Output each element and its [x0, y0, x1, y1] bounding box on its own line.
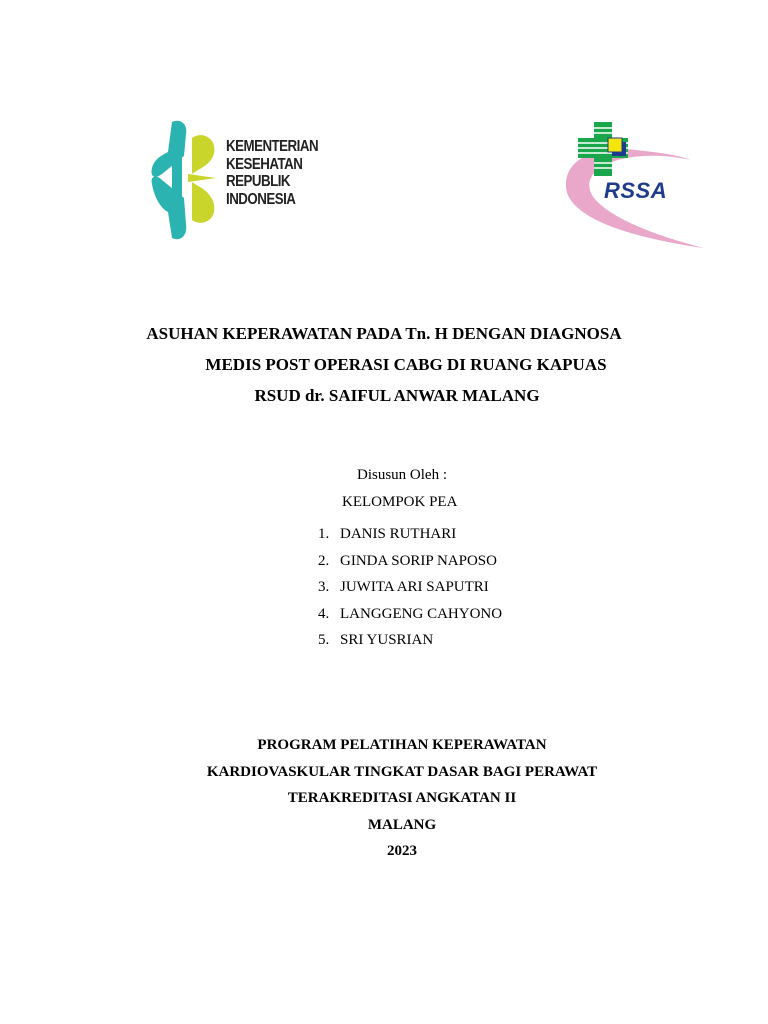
kemenkes-line-2: KESEHATAN	[226, 155, 303, 173]
title-line-1: ASUHAN KEPERAWATAN PADA Tn. H DENGAN DIAGNOSA	[146, 324, 622, 343]
program-footer	[0, 732, 768, 865]
footer-line-1: PROGRAM PELATIHAN KEPERAWATAN	[257, 737, 547, 753]
author-number: 2.	[318, 552, 330, 569]
kemenkes-logo	[150, 118, 320, 244]
author-number: 4.	[318, 605, 330, 622]
rssa-wordmark: RSSA	[604, 178, 668, 203]
author-number: 1.	[318, 526, 330, 542]
document-title	[0, 318, 768, 411]
kemenkes-line-1: KEMENTERIAN	[226, 138, 319, 155]
kemenkes-emblem-icon	[150, 118, 220, 244]
list-item	[318, 521, 502, 548]
author-number: 3.	[318, 579, 330, 596]
author-list	[318, 521, 502, 654]
footer-line-3: TERAKREDITASI ANGKATAN II	[287, 790, 517, 807]
list-item	[318, 601, 502, 628]
author-number: 5.	[318, 632, 330, 649]
title-line-2: MEDIS POST OPERASI CABG DI RUANG KAPUAS	[205, 355, 607, 374]
author-name: GINDA SORIP NAPOSO	[340, 552, 497, 569]
list-item	[318, 627, 502, 654]
kemenkes-line-3: REPUBLIK	[226, 173, 291, 190]
footer-city: MALANG	[367, 816, 437, 833]
kemenkes-wordmark	[226, 138, 318, 208]
author-name: JUWITA ARI SAPUTRI	[340, 579, 489, 596]
footer-line-2: KARDIOVASKULAR TINGKAT DASAR BAGI PERAWAT	[206, 763, 598, 780]
author-name: SRI YUSRIAN	[340, 632, 434, 649]
footer-year: 2023	[387, 843, 417, 860]
kemenkes-line-4: INDONESIA	[226, 190, 296, 208]
author-name: DANIS RUTHARI	[340, 526, 457, 542]
group-label: KELOMPOK PEA	[342, 494, 458, 510]
title-line-3: RSUD dr. SAIFUL ANWAR MALANG	[254, 386, 540, 405]
list-item	[318, 574, 502, 601]
author-name: LANGGENG CAHYONO	[340, 605, 503, 622]
compiled-by-label: Disusun Oleh :	[357, 467, 447, 483]
list-item	[318, 548, 502, 575]
rssa-logo	[556, 118, 706, 253]
